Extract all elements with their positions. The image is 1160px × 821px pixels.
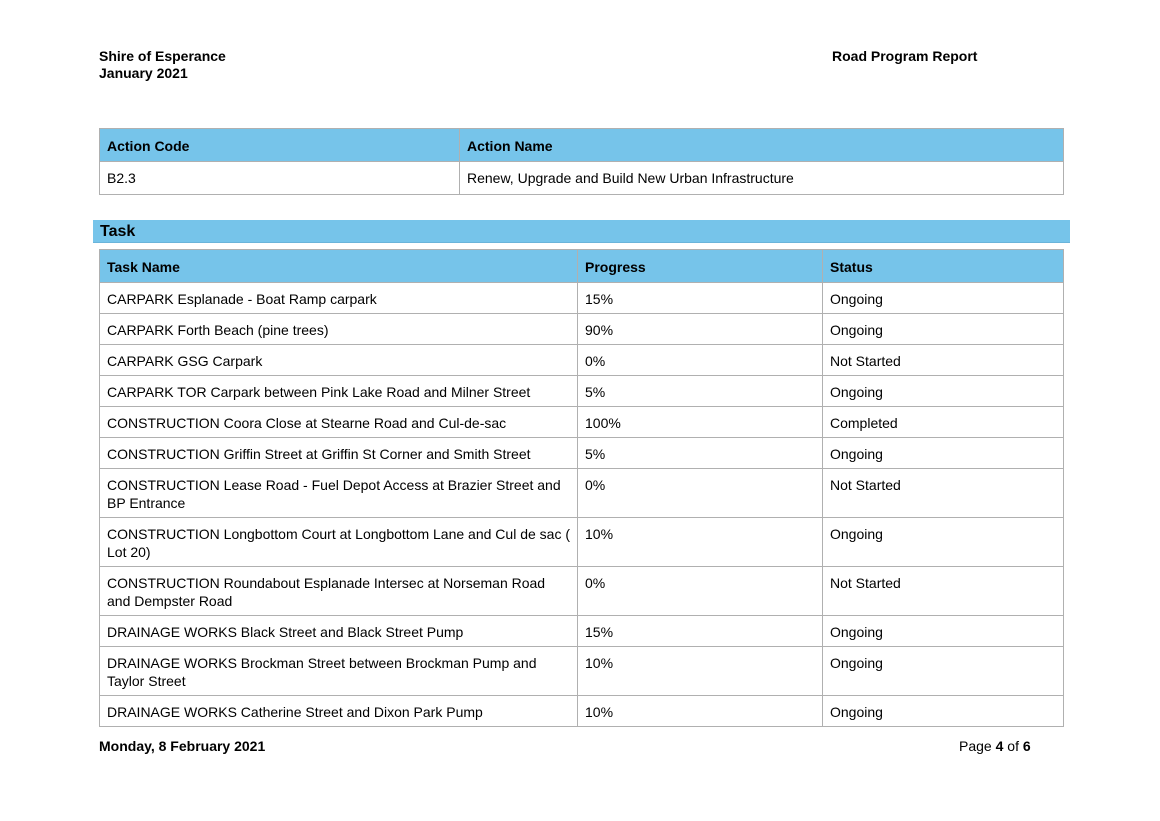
table-row xyxy=(100,314,1064,345)
status-cell: Ongoing xyxy=(823,314,1064,345)
status-cell: Ongoing xyxy=(823,616,1064,647)
column-header-task-name: Task Name xyxy=(100,250,578,283)
organization-name: Shire of Esperance xyxy=(99,48,226,64)
table-row xyxy=(100,407,1064,438)
table-row xyxy=(100,567,1064,616)
task-name-cell: CONSTRUCTION Longbottom Court at Longbottom Lane and Cul de sac ( Lot 20) xyxy=(100,518,578,567)
status-cell: Not Started xyxy=(823,469,1064,518)
progress-cell: 0% xyxy=(578,345,823,376)
progress-cell: 10% xyxy=(578,696,823,727)
progress-cell: 15% xyxy=(578,283,823,314)
column-header-action-code: Action Code xyxy=(100,129,460,162)
task-name-cell: CARPARK GSG Carpark xyxy=(100,345,578,376)
task-name-cell: CARPARK TOR Carpark between Pink Lake Road and Milner Street xyxy=(100,376,578,407)
status-cell: Ongoing xyxy=(823,518,1064,567)
page-of: of xyxy=(1007,738,1019,754)
task-table xyxy=(99,249,1064,727)
progress-cell: 90% xyxy=(578,314,823,345)
page-current: 4 xyxy=(995,738,1004,754)
task-name-cell: CONSTRUCTION Roundabout Esplanade Intersec at Norseman Road and Dempster Road xyxy=(100,567,578,616)
table-row xyxy=(100,376,1064,407)
task-name-cell: CONSTRUCTION Coora Close at Stearne Road and Cul-de-sac xyxy=(100,407,578,438)
progress-cell: 5% xyxy=(578,438,823,469)
progress-cell: 0% xyxy=(578,567,823,616)
task-name-cell: DRAINAGE WORKS Black Street and Black Street Pump xyxy=(100,616,578,647)
action-table xyxy=(99,128,1064,195)
table-row xyxy=(100,469,1064,518)
table-row xyxy=(100,647,1064,696)
page-number xyxy=(959,738,1031,754)
progress-cell: 10% xyxy=(578,518,823,567)
column-header-action-name: Action Name xyxy=(460,129,1064,162)
report-header-left xyxy=(99,48,226,82)
column-header-progress: Progress xyxy=(578,250,823,283)
table-row xyxy=(100,616,1064,647)
column-header-status: Status xyxy=(823,250,1064,283)
table-row xyxy=(100,162,1064,195)
status-cell: Not Started xyxy=(823,567,1064,616)
action-name-cell: Renew, Upgrade and Build New Urban Infrastructure xyxy=(460,162,1064,195)
status-cell: Not Started xyxy=(823,345,1064,376)
status-cell: Ongoing xyxy=(823,283,1064,314)
progress-cell: 15% xyxy=(578,616,823,647)
report-title: Road Program Report xyxy=(832,48,978,64)
table-row xyxy=(100,283,1064,314)
footer-date: Monday, 8 February 2021 xyxy=(99,738,266,754)
action-table-header-row xyxy=(100,129,1064,162)
table-row xyxy=(100,345,1064,376)
report-period: January 2021 xyxy=(99,65,188,81)
task-section-title: Task xyxy=(93,220,1070,243)
task-name-cell: CONSTRUCTION Griffin Street at Griffin St Corner and Smith Street xyxy=(100,438,578,469)
progress-cell: 0% xyxy=(578,469,823,518)
status-cell: Ongoing xyxy=(823,647,1064,696)
progress-cell: 10% xyxy=(578,647,823,696)
table-row xyxy=(100,696,1064,727)
page-label: Page xyxy=(959,738,992,754)
status-cell: Ongoing xyxy=(823,376,1064,407)
status-cell: Ongoing xyxy=(823,438,1064,469)
task-name-cell: CARPARK Esplanade - Boat Ramp carpark xyxy=(100,283,578,314)
status-cell: Completed xyxy=(823,407,1064,438)
task-name-cell: DRAINAGE WORKS Catherine Street and Dixon Park Pump xyxy=(100,696,578,727)
status-cell: Ongoing xyxy=(823,696,1064,727)
table-row xyxy=(100,438,1064,469)
page-total: 6 xyxy=(1022,738,1031,754)
progress-cell: 5% xyxy=(578,376,823,407)
task-name-cell: CONSTRUCTION Lease Road - Fuel Depot Access at Brazier Street and BP Entrance xyxy=(100,469,578,518)
task-name-cell: DRAINAGE WORKS Brockman Street between Brockman Pump and Taylor Street xyxy=(100,647,578,696)
task-table-header-row xyxy=(100,250,1064,283)
task-name-cell: CARPARK Forth Beach (pine trees) xyxy=(100,314,578,345)
table-row xyxy=(100,518,1064,567)
action-code-cell: B2.3 xyxy=(100,162,460,195)
progress-cell: 100% xyxy=(578,407,823,438)
